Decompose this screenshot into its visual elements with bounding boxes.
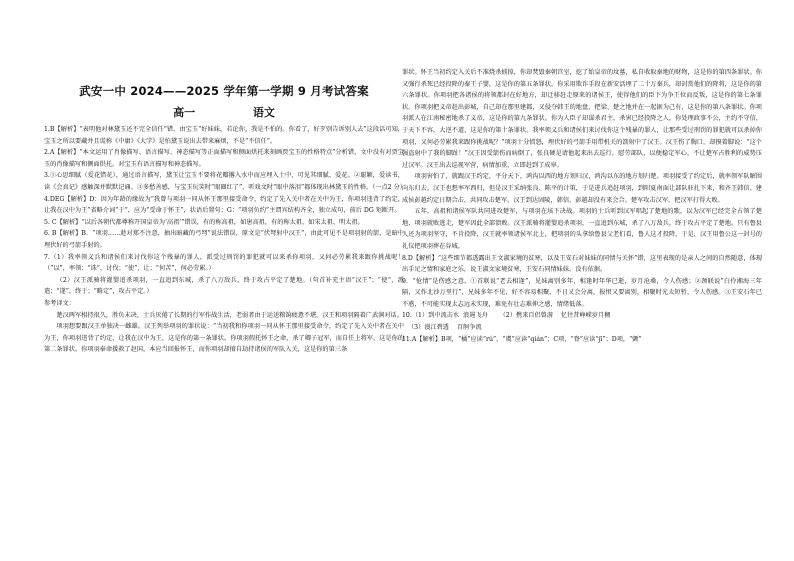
translation-paragraph: 项羽想要跟汉王单独决一雌雄。汉王列举项羽的罪状说：“当初我和你项羽一同从怀王那里接受命令，约定了先入关中者在关中为王，你项羽违背了约定，让我在汉中为王，这是你的第一条罪状。你项羽假托怀王之命，杀了卿子冠军，而自任上将军，这是你的第二条罪状。你项羽奉命援救了赵国，本应当回报怀王，而你项羽却擅自劫持诸侯的军队入关，这是你的第三条 — [44, 323, 404, 354]
translation-paragraph: 楚汉两军相持很久，胜负未决，士兵厌倦了长期的行军作战生活，老弱者由于运送粮饷疲惫不堪。汉王和项羽隔着广武涧对话。 — [56, 311, 403, 319]
subject-label: 语文 — [252, 106, 275, 119]
answer-3: 3.①心思细腻（爱花惜花），通过语言描写，黛玉让宝玉不要将花瓣撂入水中而应埋入土中，可见其细腻、爱花。②聪颖，爱读书，读《会真记》感触深并默默记诵。③多愁善感，与宝玉玩笑时“眼圈红了”，听戏文时“眼中落泪”都体现出林黛玉的性格。（一点2 分） — [44, 172, 406, 191]
answer-1: 1.B【解析】“表明他对林黛玉还不完全信任”错，由宝玉“好妹妹，若论你，我是不怕的。你看了，好歹别告诉别人去”这段话可知，宝玉之所以要藏并且谎称《中庸》《大学》是怕黛玉说出去带来麻烦，不是“不信任”。 — [44, 126, 404, 145]
translation-continued: 罪状。怀王当初约定入关后不准烧杀掳掠，你却焚毁秦朝宫室，挖了始皇帝的坟墓，私自收取秦地的财物，这是你的第四条罪状。你又强行杀死已经投降的秦王子婴，这是你的第五条罪状。你采用欺诈手段在新安活埋了二十万秦兵，却封赏他们的降将，这是你的第六条罪状。你项羽把各诸侯的将领都封在好地方，却迁移赶走原来的诸侯王，使得他们的臣下为争王位而反叛，这是你的第七条罪状。你项羽把义帝赶出彭城，自己却在那里建都，又侵夺韩王的地盘，把梁、楚之地并在一起据为己有，这是你的第八条罪状。你项羽派人在江南秘密地杀了义帝，这是你的第九条罪状。你为人臣子却谋杀君主，杀害已经投降之人，你处理政事不公，主约不守信，于天下不容，大逆不道，这是你的第十条罪状。我率领义兵和诸侯们来讨伐你这个残暴的罪人，让那些受过刑罚的罪犯就可以杀掉你项羽，又何必劳累我来跟你挑战呢？”项羽十分愤怒，埋伏好的弓箭手用带机关的箭射中了汉王。汉王伤了胸口，却摸着脚说：“这个强盗射中了我的脚趾！”汉王因受箭伤而病倒了，张良硬是请他起来出去巡行，慰劳部队，以便稳定军心，不让楚军占胜利的威势压过汉军。汉王出去巡视军营，病情加重，立即赶到了成皋。 — [402, 69, 762, 169]
answer-10-1: （1）到中流击水 浪遏飞舟 — [411, 312, 488, 320]
translation-paragraph: 项羽害怕了，就跟汉王约定，平分天下，鸿沟以西的地方划归汉，鸿沟以东的地方划归楚。项羽接受了约定后，就率领军队解围向东归去。汉王也想率军西归，但是汉王采纳张良、陈平的计策，于是进兵追赶项羽，到阳夏南面让部队驻扎下来，和齐王韩信、建成侯彭越约定日期合击，共同攻击楚军。汉王到达固陵，韩信、彭越却没有来会合。楚军攻击汉军，把汉军打得大败。 — [402, 173, 762, 204]
answer-7-2: （2）汉王派骑将灌婴追杀项羽，一直追到东城，杀了八万敌兵，终于攻占平定了楚地。（句首补充主语“汉王”；“使”，派遣；“遂”，终于；“略定”，攻占平定。） — [44, 276, 404, 296]
left-column — [44, 84, 404, 356]
answer-11: 11.A【解析】B项，“橘”应读“rú”，“虞”应读“qián”；C项，“脊”应读“jī”；D项，“颤” — [402, 335, 642, 343]
answer-4: 4.DEG【解析】D：因为年龄的缘故为“我曾与项羽一同从怀王那里接受命令，约定了先入关中者在关中为王，你项羽违背了约定，让我在汉中为王”省略介词“于”，应为“受命于怀王”，状语后置句；G：“项羽负约”主谓宾结构齐全，独立成句，前后 DG 矩断开。 — [44, 195, 404, 215]
answer-8: 8.D【解析】“这些细节都透露出王文淑家境的贫寒，以及王安石对妹妹的同情与关怀”错，这里表现的是亲人之间的自然随意，体现出手足之情和家庭之乐，说王淑文家境贫寒，王安石同情妹妹，没有依据。 — [402, 254, 762, 274]
translation-paragraph: 五年，高祖和诸侯军队共同进攻楚军，与项羽在垓下决战。项羽的士兵听到汉军唱起了楚地的歌，以为汉军已经完全占领了楚地，项羽就败逃走，楚军因此全部溃败。汉王派骑将灌婴追杀项羽，一直追到东城，杀了八万敌兵，终于攻占平定了楚地。只有鲁县人还为项羽坚守，不肯投降，汉王就率领诸侯军北上，把项羽的头拿给鲁县父老们看，鲁人这才投降，于是，汉王用鲁公这一封号的礼仪把项羽葬在谷城。 — [402, 208, 762, 250]
subtitle — [44, 106, 404, 120]
answer-10-2: （2）携来百侣曾游 忆往昔峥嵘岁月稠 — [499, 312, 611, 320]
reference-translation-label: 参考译文： — [44, 299, 75, 307]
answer-9: 9．“怆情”是伤感之意。①首联说“老去相逢”，见妹离别多年，相逢时年华已逝，岁月沧桑，令人伤感；②颈联说“白伶湘海三年隔，又作北沙万里行”，兄妹多年不见，好不容易相聚，不日又会分离，报恨又要离别，相聚时光太短暂，令人伤感。③王安石年已不惑，不可能实现太志远未实现，难免有壮志难伸之感，情绪低落。 — [402, 277, 762, 308]
right-column — [402, 67, 762, 345]
answer-6: 6. B【解析】B．“项羽……趁对郑不注意，抽出暗藏的弓弩”说法错误，原文是“伏弩射中汉王”，由此可见不是项羽射的箭，是暗中埋伏好的弓箭手射的。 — [44, 230, 404, 249]
answer-2: 2.A【解析】“本文运用了肖像描写、语言描写、神态描写等正面描写和侧面烘托来刻画贾宝玉的性格特点”分析错，文中没有对贾宝玉的肖像描写和侧面烘托。对宝玉有语言描写和神态描写。 — [44, 149, 404, 168]
answer-5: 5. C【解析】“以后各朝代都尊称开国皇帝为‘高祖’”错误，有的称高祖，如唐高祖，有的称太祖，如宋太祖、明太祖。 — [44, 218, 364, 226]
page-title: 武安一中 2024——2025 学年第一学期 9 月考试答案 — [79, 84, 369, 98]
answer-10-3: （3）漫江碧透 百舸争流 — [407, 324, 482, 332]
answer-10-number: 10. — [402, 312, 412, 320]
answer-10 — [402, 310, 762, 322]
grade-label: 高一 — [173, 106, 196, 119]
answer-7-1: 7.（1）我率领义兵和诸侯们来讨伐你这个残暴的罪人，派受过刑罚的罪犯就可以来杀你项羽，又何必劳累我来跟你挑战呢！（“以”，率领；“诛”，讨伐；“使”，让；“何苦”，何必劳累。） — [44, 253, 404, 273]
